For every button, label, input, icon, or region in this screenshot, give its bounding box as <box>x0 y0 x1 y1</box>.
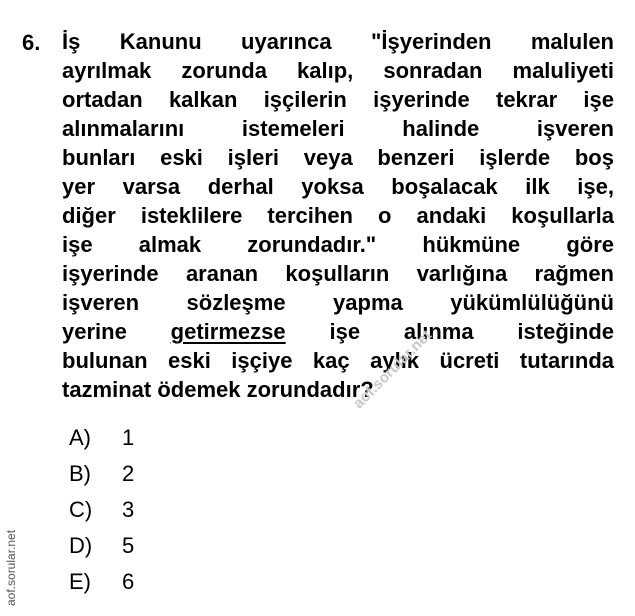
question-text <box>62 27 614 404</box>
option-b[interactable] <box>69 456 134 492</box>
question-line: işe almak zorundadır." hükmüne göre <box>62 232 614 257</box>
option-text: 3 <box>122 497 135 522</box>
option-letter: E) <box>69 569 91 594</box>
option-letter: D) <box>69 533 93 558</box>
option-text: 2 <box>122 461 135 486</box>
question-line: işyerinde aranan koşulların varlığına rağmen <box>62 261 614 286</box>
line-pre-text: yerine <box>62 319 127 344</box>
option-letter: C) <box>69 497 93 522</box>
question-line-underlined <box>62 317 614 346</box>
option-text: 1 <box>122 425 135 450</box>
question-number: 6. <box>22 30 41 55</box>
option-text: 6 <box>122 569 135 594</box>
question-line: işveren sözleşme yapma yükümlülüğünü <box>62 290 614 315</box>
option-d[interactable] <box>69 528 134 564</box>
option-letter: B) <box>69 461 91 486</box>
question-line: tazminat ödemek zorundadır? <box>62 377 374 402</box>
option-a[interactable] <box>69 420 134 456</box>
question-line: ayrılmak zorunda kalıp, sonradan maluliyeti <box>62 58 614 83</box>
question-line: İş Kanunu uyarınca "İşyerinden malulen <box>62 29 614 54</box>
question-line: diğer isteklilere tercihen o andaki koşullarla <box>62 203 614 228</box>
option-e[interactable] <box>69 564 134 600</box>
answer-options <box>69 420 134 600</box>
underlined-word: getirmezse <box>170 319 286 344</box>
watermark-side: aof.sorular.net <box>4 529 18 606</box>
option-c[interactable] <box>69 492 134 528</box>
question-line: bunları eski işleri veya benzeri işlerde boş <box>62 145 614 170</box>
option-letter: A) <box>69 425 91 450</box>
watermark-diagonal: aof.sorular.net <box>350 326 436 413</box>
question-line: bulunan eski işçiye kaç aylık ücreti tutarında <box>62 348 614 373</box>
line-post-text: işe alınma isteğinde <box>329 319 614 344</box>
question-line: yer varsa derhal yoksa boşalacak ilk işe, <box>62 174 614 199</box>
question-line: ortadan kalkan işçilerin işyerinde tekrar işe <box>62 87 614 112</box>
question-line: alınmalarını istemeleri halinde işveren <box>62 116 614 141</box>
option-text: 5 <box>122 533 135 558</box>
